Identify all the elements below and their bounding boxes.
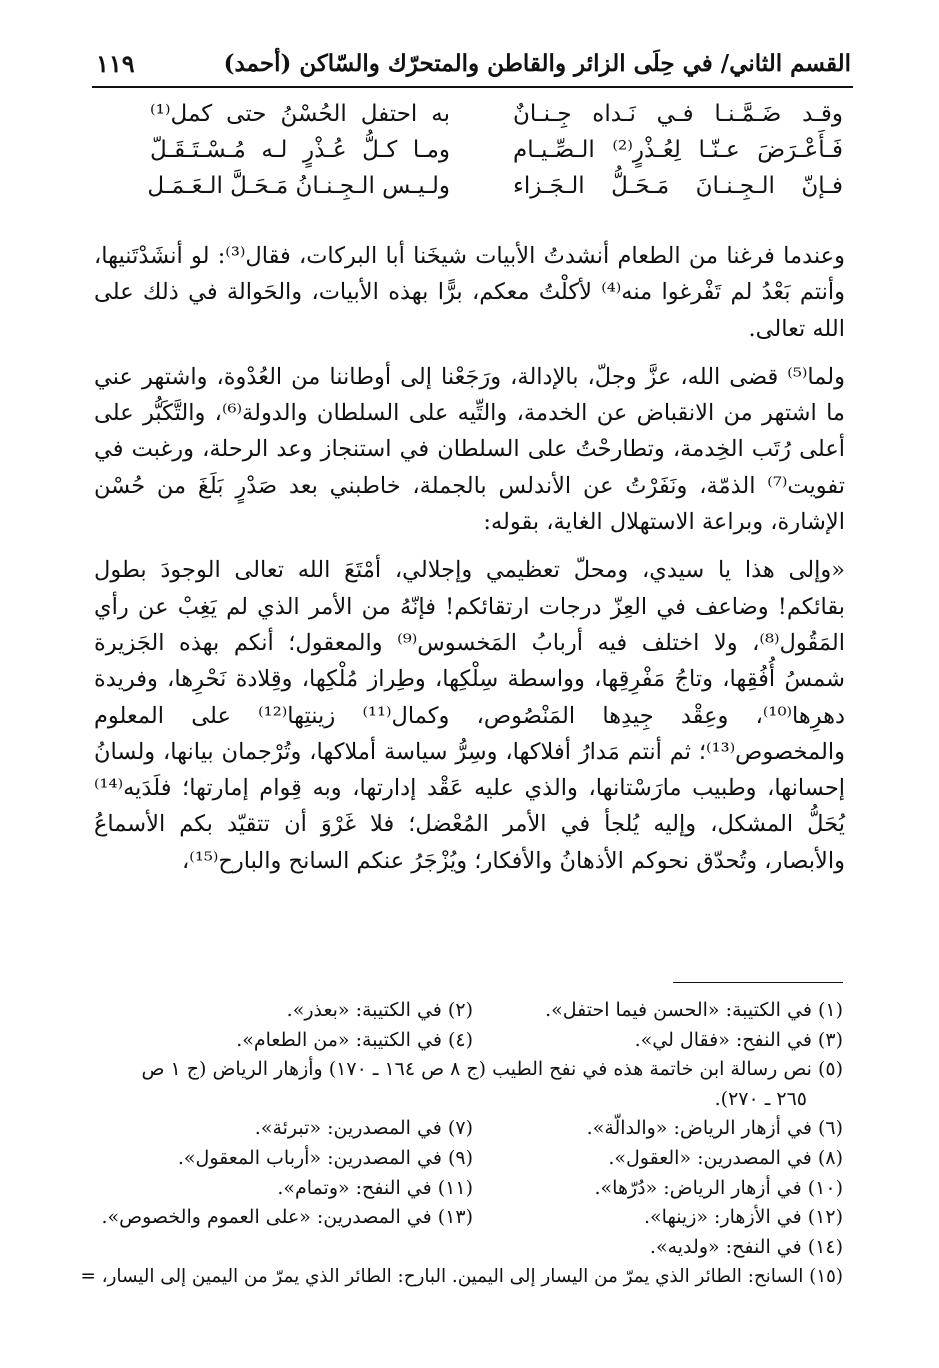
verse-line	[147, 168, 843, 204]
footnote-row	[94, 1026, 843, 1056]
footnote-row	[94, 1233, 843, 1263]
paragraph: وعندما فرغنا من الطعام أنشدتُ الأبيات شيخَنا أبا البركات، فقال⁽³⁾: لو أنشَدْتَنيها، وأنتم بَعْدُ لم تَفْرغوا منه⁽⁴⁾ لأكلْتُ معكم، برًّا بهذه الأبيات، والحَوالة في ذلك على الله تعالى.	[94, 243, 845, 342]
footnotes	[80, 996, 843, 1292]
verse-line	[150, 132, 843, 168]
footnote-continuation: ٢٦٥ ـ ٢٧٠).	[714, 1087, 807, 1110]
footnote: (١٠) في أزهار الرياض: «دُرّها».	[594, 1176, 843, 1199]
footnote-text: (٥) نص رسالة ابن خاتمة هذه في نفح الطيب (ج ٨ ص ١٦٤ ـ ١٧٠) وأزهار الرياض (ج ١ ص	[141, 1058, 843, 1081]
footnote: (٣) في النفح: «فقال لي».	[634, 1028, 843, 1051]
verse-second-hemistich: ومـا كـلُّ عُـذْرٍ لـه مُـسْـتَـقَـلّ	[150, 137, 450, 163]
footnote: (١٢) في الأزهار: «زينها».	[643, 1206, 843, 1229]
footnote: (١١) في النفح: «وتمام».	[277, 1176, 473, 1199]
footnote: (٢) في الكتيبة: «بعذر».	[286, 999, 473, 1021]
verse-first-hemistich: فَـأَعْـرَضَ عـنّـا لِعُـذْرٍ⁽²⁾ الـصِّـيـام	[513, 137, 843, 163]
body-text	[94, 238, 845, 879]
verse-second-hemistich: به احتفل الحُسْنُ حتى كمل⁽¹⁾	[150, 101, 450, 127]
running-header	[96, 42, 851, 84]
footnote-row	[94, 1203, 843, 1233]
verse-first-hemistich: فـإنّ الـجِـنـانَ مَـحَـلُّ الـجَـزاء	[513, 173, 843, 199]
footnote	[94, 1055, 843, 1114]
footnote: (١) في الكتيبة: «الحسن فيما احتفل».	[545, 999, 843, 1021]
footnote: (٦) في أزهار الرياض: «والدالّة».	[586, 1117, 843, 1140]
footnote-row	[94, 1174, 843, 1204]
header-title: القسم الثاني/ في حِلَى الزائر والقاطن والمتحرّك والسّاكن (أحمد)	[223, 49, 851, 77]
verse-line	[150, 96, 843, 132]
poem-verses	[147, 96, 843, 204]
paragraph: «وإلى هذا يا سيدي، ومحلّ تعظيمي وإجلالي، أمْتَعَ الله تعالى الوجودَ بطول بقائكم! وضاعف في العِزّ درجات ارتقائكم! فإنّهُ من الأمر الذي لم يَغِبْ عن رأي المَقُول⁽⁸⁾، ولا اختلف فيه أربابُ المَخسوس⁽⁹⁾ والمعقول؛ أنكم بهذه الجَزيرة شمسُ أُفُقِها، وتاجُ مَفْرِقِها، وواسطة سِلْكِها، وطِراز مُلْكِها، وقِلادة نَحْرِها، وفريدة دهرِها⁽¹⁰⁾، وعِقْد جِيدِها المَنْصُوص، وكمال⁽¹¹⁾ زينتِها⁽¹²⁾ على المعلوم والمخصوص⁽¹³⁾؛ ثم أنتم مَدارُ أفلاكها، وسِرُّ سياسة أملاكها، وتُرْجمان بيانها، ولسانُ إحسانها، وطبيب مارَسْتانها، والذي عليه عَقْد إدارتها، وبه قِوام إمارتها؛ فلَدَيه⁽¹⁴⁾ يُحَلُّ المشكل، وإليه يُلجأ في الأمر المُعْضل؛ فلا غَرْوَ أن تتقيّد بكم الأسماعُ والأبصار، وتُحدّق نحوكم الأذهانُ والأفكار؛ ويُزْجَرُ عنكم السانح والبارح⁽¹⁵⁾،	[94, 557, 846, 874]
footnote: (١٤) في النفح: «ولديه».	[649, 1235, 843, 1258]
paragraph: ولما⁽⁵⁾ قضى الله، عزَّ وجلّ، بالإدالة، ورَجَعْنا إلى أوطاننا من العُدْوة، واشتهر عني ما اشتهر من الانقباض عن الخدمة، والتِّيه على السلطان والدولة⁽⁶⁾، والتَّكَبُّر على أعلى رُتَب الخِدمة، وتطارحْتُ على السلطان في استنجاز وعد الرحلة، ورغبت في تفويت⁽⁷⁾ الذمّة، ونَفَرْتُ عن الأندلس بالجملة، خاطبني بعد صَدْرٍ بَلَغَ من حُسْن الإشارة، وبراعة الاستهلال الغاية، بقوله:	[94, 363, 845, 536]
footnote-row	[94, 1144, 843, 1174]
verse-first-hemistich: وقـد ضَـمَّـنـا فـي نَـداه جِـنـانٌ	[513, 101, 843, 127]
footnote: (١٥) السانح: الطائر الذي يمرّ من اليسار إلى اليمين. البارح: الطائر الذي يمرّ من اليمين إلى اليسار، =	[80, 1266, 843, 1288]
footnote: (٩) في المصدرين: «أرباب المعقول».	[177, 1146, 473, 1169]
page-number: ١١٩	[96, 48, 135, 78]
footnote: (١٣) في المصدرين: «على العموم والخصوص».	[101, 1206, 473, 1229]
footnote-row	[94, 1114, 843, 1144]
footnote: (٨) في المصدرين: «العقول».	[608, 1146, 843, 1169]
verse-second-hemistich: ولـيـس الـجِـنـانُ مَـحَـلَّ الـعَـمَـل	[147, 173, 450, 199]
footnote-separator	[673, 982, 843, 983]
header-rule	[92, 86, 853, 88]
footnote-row	[94, 996, 843, 1026]
footnote: (٧) في المصدرين: «تبرئة».	[254, 1117, 473, 1140]
footnote: (٤) في الكتيبة: «من الطعام».	[236, 1028, 473, 1051]
